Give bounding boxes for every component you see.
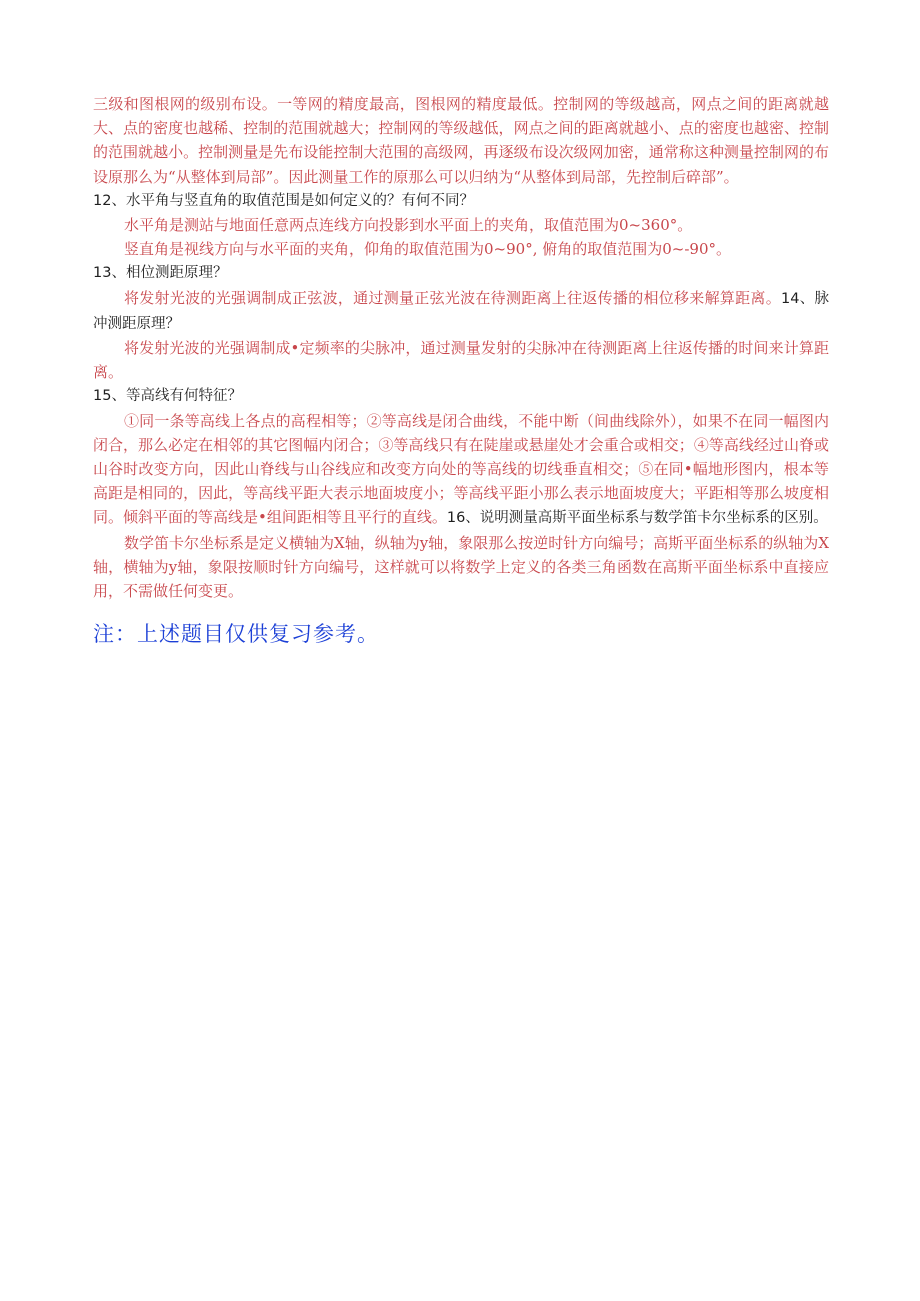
review-note: 注：上述题目仅供复习参考。 [93, 622, 379, 647]
document-page [93, 92, 829, 649]
answer-14: 将发射光波的光强调制成•定频率的尖脉冲，通过测量发射的尖脉冲在待测距离上往返传播的时间来计算距离。 [93, 339, 829, 382]
paragraph-control-network: 三级和图根网的级别布设。一等网的精度最高，图根网的精度最低。控制网的等级越高，网点之间的距离就越大、点的密度也越稀、控制的范围就越大；控制网的等级越低，网点之间的距离就越小、点的密度也越密、控制的范围就越小。控制测量是先布设能控制大范围的高级网，再逐级布设次级网加密，通常称这种测量控制网的布设原那么为“从整体到局部”。因此测量工作的原那么可以归纳为“从整体到局部，先控制后碎部”。 [93, 95, 829, 186]
answer-16: 数学笛卡尔坐标系是定义横轴为X轴，纵轴为y轴，象限那么按逆时针方向编号；高斯平面坐标系的纵轴为X轴，横轴为y轴，象限按顺时针方向编号，这样就可以将数学上定义的各类三角函数在高斯平面坐标系中直接应用，不需做任何变更。 [93, 533, 829, 601]
question-13: 13、相位测距原理？ [93, 265, 228, 282]
question-16: 16、说明测量高斯平面坐标系与数学笛卡尔坐标系的区别。 [446, 510, 828, 527]
question-15: 15、等高线有何特征？ [93, 388, 242, 405]
answer-13: 将发射光波的光强调制成正弦波，通过测量正弦光波在待测距离上往返传播的相位移来解算距离。 [124, 288, 781, 307]
question-12: 12、水平角与竖直角的取值范围是如何定义的？有何不同？ [93, 192, 474, 209]
answer-15-block [93, 409, 829, 531]
answer-15: ①同一条等高线上各点的高程相等；②等高线是闭合曲线，不能中断（间曲线除外），如果不在同一幅图内闭合，那么必定在相邻的其它图幅内闭合；③等高线只有在陡崖或悬崖处才会重合或相交；④等高线经过山脊或山谷时改变方向，因此山脊线与山谷线应和改变方向处的等高线的切线垂直相交；⑤在同•幅地形图内，根本等高距是相同的，因此，等高线平距大表示地面坡度小；等高线平距小那么表示地面坡度大；平距相等那么坡度相同。倾斜平面的等高线是•组间距相等且平行的直线。 [93, 411, 829, 527]
question-14: 14、脉冲测距原理？ [93, 290, 829, 332]
answer-12-vertical-angle: 竖直角是视线方向与水平面的夹角，仰角的取值范围为0~90°, 俯角的取值范围为0~-90°。 [124, 240, 732, 259]
answer-13-block [93, 286, 829, 336]
answer-12-horizontal-angle: 水平角是测站与地面任意两点连线方向投影到水平面上的夹角，取值范围为0~360°。 [124, 216, 693, 235]
